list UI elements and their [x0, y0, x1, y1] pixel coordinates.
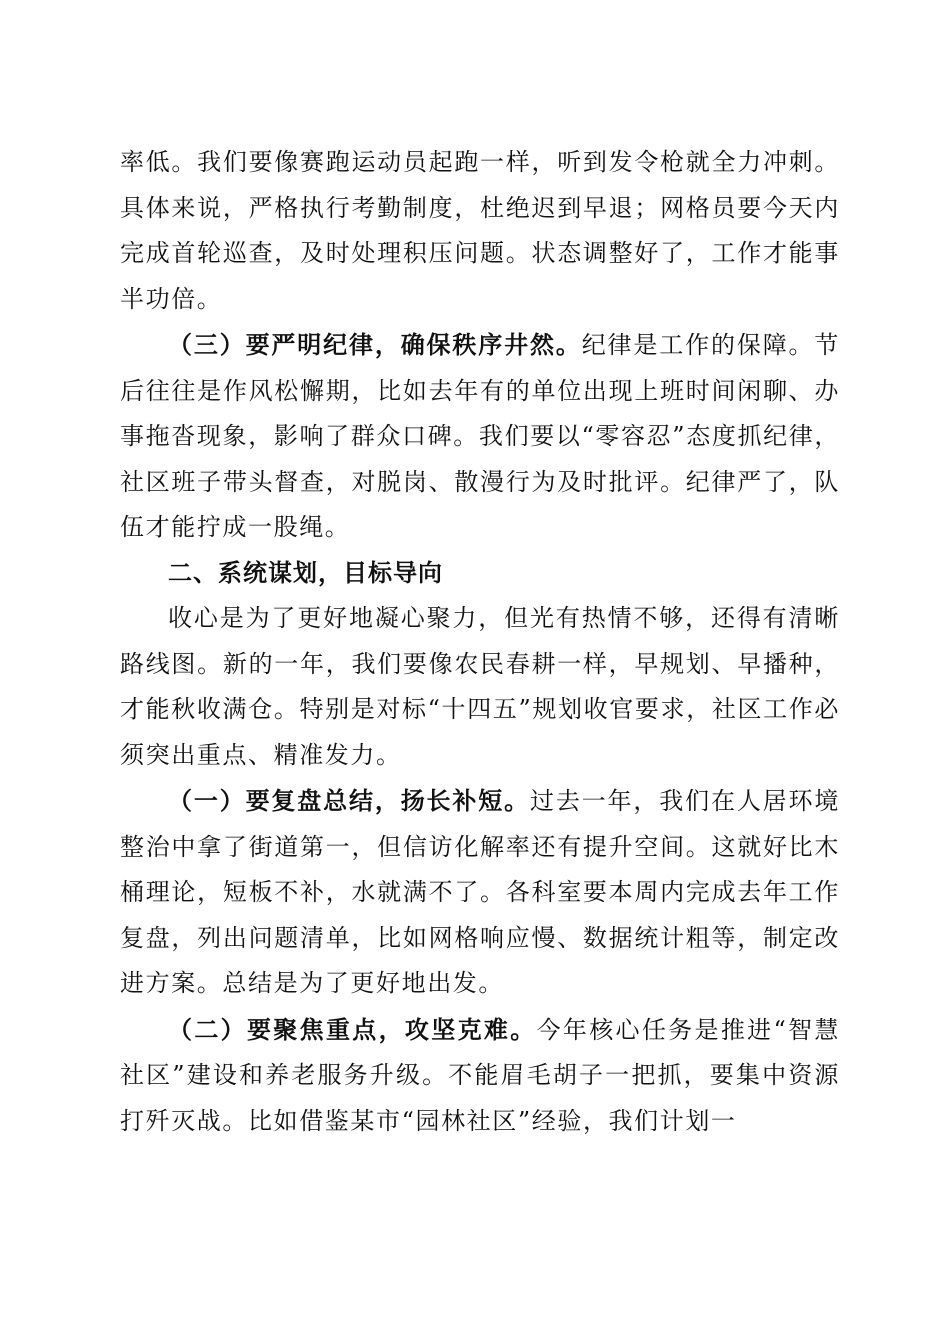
paragraph-discipline [120, 322, 840, 551]
paragraph-lead: （一）要复盘总结，扬长补短。 [168, 786, 530, 815]
paragraph-lead: （三）要严明纪律，确保秩序井然。 [168, 330, 582, 359]
paragraph-text: 收心是为了更好地凝心聚力，但光有热情不够，还得有清晰路线图。新的一年，我们要像农民春耕一样，早规划、早播种，才能秋收满仓。特别是对标“十四五”规划收官要求，社区工作必须突出重点、精准发力。 [120, 604, 840, 769]
paragraph-lead: （二）要聚焦重点，攻坚克难。 [168, 1014, 537, 1044]
paragraph-continuation [120, 140, 840, 322]
paragraph-text: 率低。我们要像赛跑运动员起跑一样，听到发令枪就全力冲刺。具体来说，严格执行考勤制度，杜绝迟到早退；网格员要今天内完成首轮巡查，及时处理积压问题。状态调整好了，工作才能事半功倍。 [120, 148, 840, 313]
paragraph-intro [120, 596, 840, 778]
paragraph-text: 纪律是工作的保障。节后往往是作风松懈期，比如去年有的单位出现上班时间闲聊、办事拖沓现象，影响了群众口碑。我们要以“零容忍”态度抓纪律，社区班子带头督查，对脱岗、散漫行为及时批评。纪律严了，队伍才能拧成一股绳。 [120, 331, 841, 541]
document-page [120, 140, 840, 1144]
paragraph-text: 今年核心任务是推进“智慧社区”建设和养老服务升级。不能眉毛胡子一把抓，要集中资源打歼灭战。比如借鉴某市“园林社区”经验，我们计划一 [120, 1015, 841, 1135]
section-heading: 二、系统谋划，目标导向 [168, 558, 443, 587]
paragraph-text: 过去一年，我们在人居环境整治中拿了街道第一，但信访化解率还有提升空间。这就好比木桶理论，短板不补，水就满不了。各科室要本周内完成去年工作复盘，列出问题清单，比如网格响应慢、数据统计粗等，制定改进方案。总结是为了更好地出发。 [120, 787, 840, 997]
paragraph-focus [120, 1007, 840, 1145]
paragraph-review [120, 778, 840, 1007]
